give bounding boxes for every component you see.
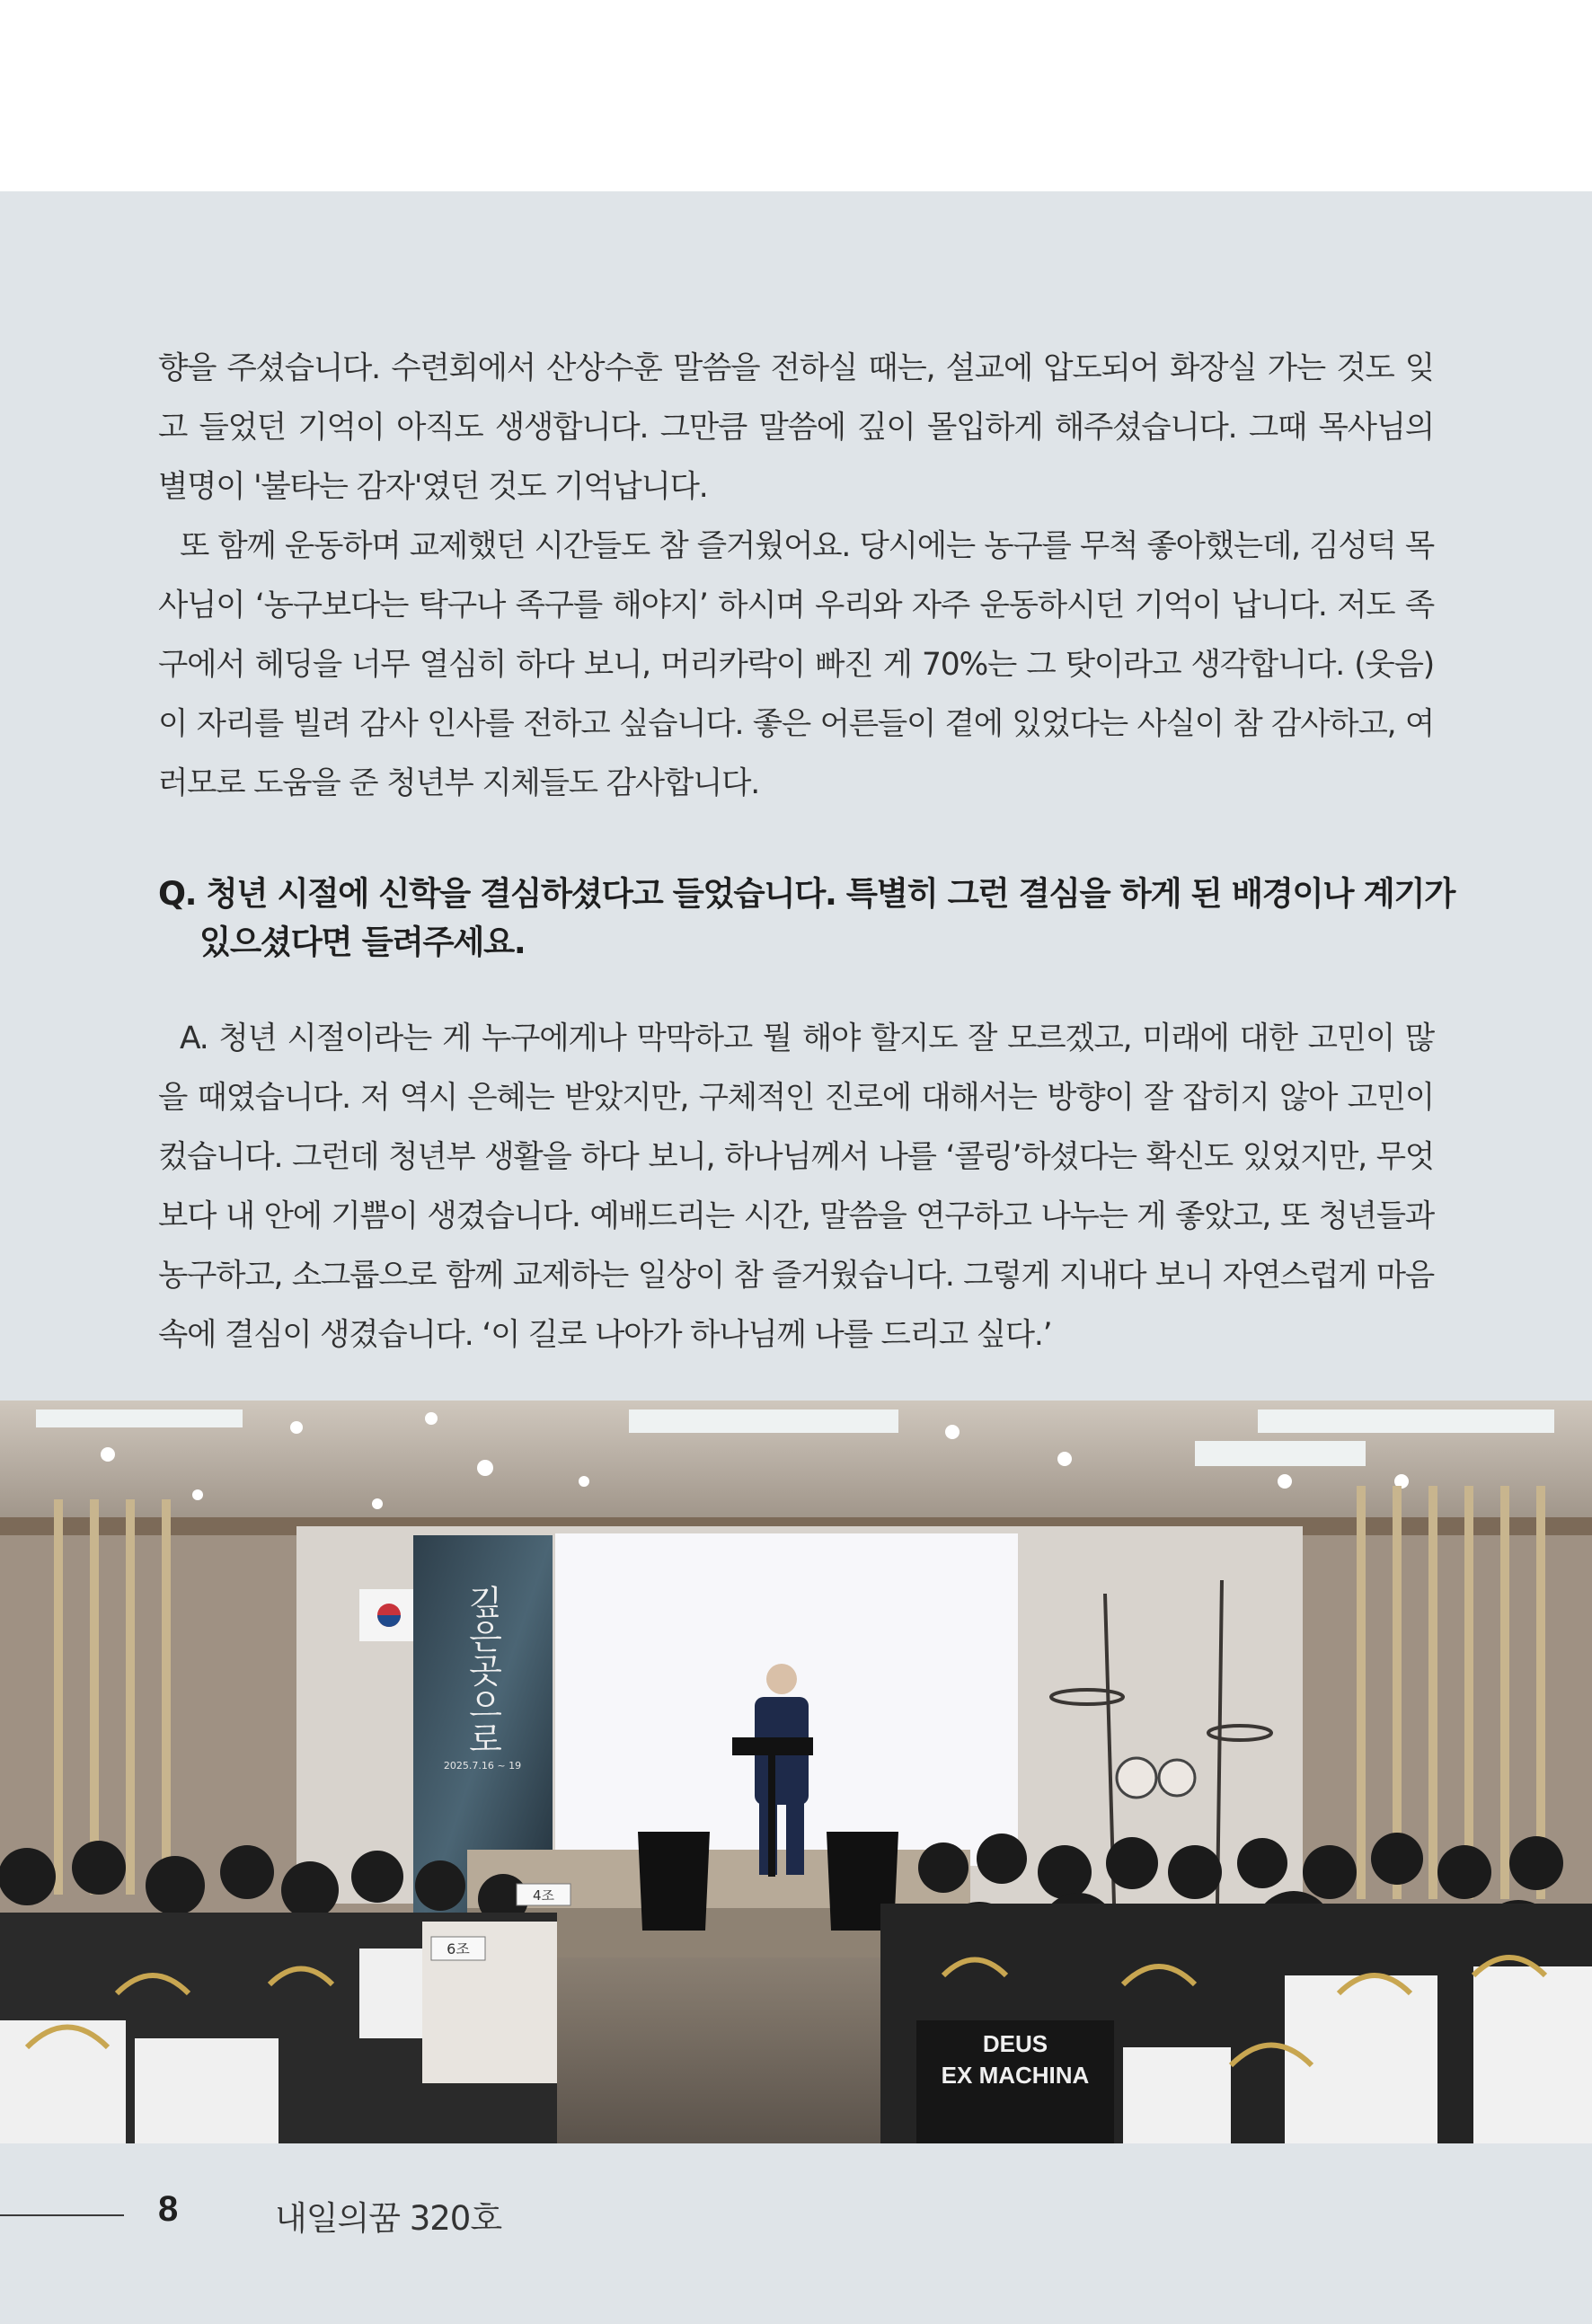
body-paragraph: 또 함께 운동하며 교제했던 시간들도 참 즐거웠어요. 당시에는 농구를 무척 좋아했는데, 김성덕 목사님이 ‘농구보다는 탁구나 족구를 해야지’ 하시며 우리와 자주 운동하시던 기억이 납니다. 저도 족구에서 헤딩을 너무 열심히 하다 보니, 머리카락이 빠진 게 70%는 그 탓이라고 생각합니다. (웃음) 이 자리를 빌려 감사 인사를 전하고 싶습니다. 좋은 어른들이 곁에 있었다는 사실이 참 감사하고, 여러모로 도움을 준 청년부 지체들도 감사합니다. xyxy=(158,528,1434,801)
banner-date: 2025.7.16 ~ 19 xyxy=(443,1760,522,1772)
page-number: 8 xyxy=(158,2189,179,2229)
worship-photo xyxy=(0,1401,1592,2143)
footer-rule xyxy=(0,2214,124,2216)
table-sign: 6조 xyxy=(447,1940,470,1957)
table-sign: 4조 xyxy=(532,1887,555,1904)
shirt-text: EX MACHINA xyxy=(941,2062,1090,2089)
top-margin xyxy=(0,0,1592,191)
body-paragraph: 향을 주셨습니다. 수련회에서 산상수훈 말씀을 전하실 때는, 설교에 압도되어 화장실 가는 것도 잊고 들었던 기억이 아직도 생생합니다. 그만큼 말씀에 깊이 몰입하게 해주셨습니다. 그때 목사님의 별명이 '불타는 감자'였던 것도 기억납니다. xyxy=(158,350,1434,505)
shirt-text: DEUS xyxy=(982,2030,1048,2057)
publication-title: 내일의꿈 320호 xyxy=(275,2199,502,2238)
interview-question: Q. 청년 시절에 신학을 결심하셨다고 들었습니다. 특별히 그런 결심을 하게 된 배경이나 계기가 있으셨다면 들려주세요. xyxy=(158,874,1455,961)
interview-answer: A. 청년 시절이라는 게 누구에게나 막막하고 뭘 해야 할지도 잘 모르겠고, 미래에 대한 고민이 많을 때였습니다. 저 역시 은혜는 받았지만, 구체적인 진로에 대해서는 방향이 잘 잡히지 않아 고민이 컸습니다. 그런데 청년부 생활을 하다 보니, 하나님께서 나를 ‘콜링’하셨다는 확신도 있었지만, 무엇보다 내 안에 기쁨이 생겼습니다. 예배드리는 시간, 말씀을 연구하고 나누는 게 좋았고, 또 청년들과 농구하고, 소그룹으로 함께 교제하는 일상이 참 즐거웠습니다. 그렇게 지내다 보니 자연스럽게 마음속에 결심이 생겼습니다. ‘이 길로 나아가 하나님께 나를 드리고 싶다.’ xyxy=(158,1021,1434,1353)
banner-title: 깊은곳으로 xyxy=(463,1585,502,1755)
